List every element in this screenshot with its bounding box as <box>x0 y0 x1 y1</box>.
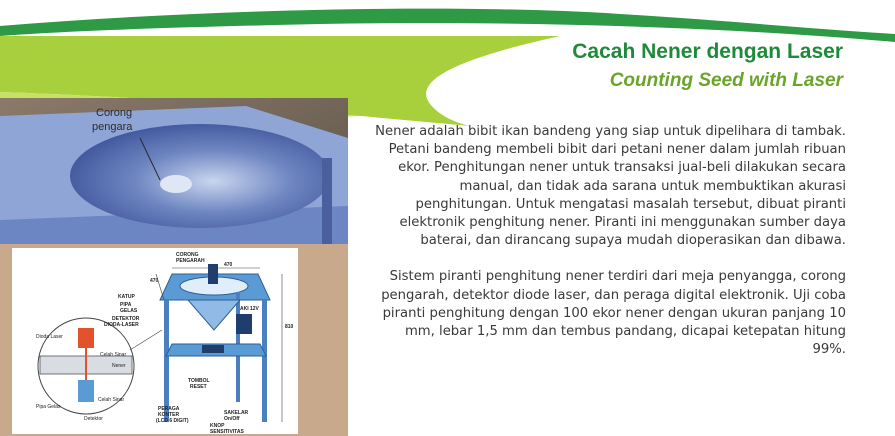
table-leg-right <box>322 158 332 244</box>
funnel-hole <box>160 175 192 193</box>
label-celah-sinar-1: Celah Sinar <box>100 352 127 358</box>
label-aki: AKI 12V <box>240 306 259 312</box>
label-celah-sinar-2: Celah Sinar <box>98 397 125 403</box>
label-peraga-konter: PERAGA KONTER (LCD 6 DIGIT) <box>156 406 189 424</box>
body-text <box>370 123 846 377</box>
label-detektor-2: Detektor <box>84 416 103 422</box>
diagram-battery <box>236 314 252 334</box>
label-nener: Nener <box>112 363 126 369</box>
page-subtitle: Counting Seed with Laser <box>609 70 843 91</box>
funnel-bowl <box>70 124 330 228</box>
label-corong-pengarah: CORONG PENGARAH <box>176 252 205 264</box>
detail-detector <box>78 380 94 402</box>
label-detektor: DETEKTOR DIODA-LASER <box>104 316 140 328</box>
label-dim-right: 810 <box>285 324 294 330</box>
label-dim-left: 470 <box>150 278 159 284</box>
label-katup: KATUP <box>118 294 135 300</box>
diagram-arrow <box>208 264 218 284</box>
label-dioda-laser: Dioda Laser <box>36 334 63 340</box>
page-title: Cacah Nener dengan Laser <box>572 40 843 63</box>
diagram-leg-fl <box>164 300 169 422</box>
detail-laser <box>78 328 94 348</box>
label-tombol-reset: TOMBOL RESET <box>188 378 210 390</box>
label-pipa-gelas: PIPA GELAS <box>120 302 138 314</box>
label-knop: KNOP SENSITIVITAS <box>210 423 244 435</box>
diagram-counter <box>202 345 224 353</box>
label-sakelar: SAKELAR On/Off <box>224 410 249 422</box>
label-dim-top: 470 <box>224 262 233 268</box>
device-diagram <box>0 244 348 436</box>
label-pipa-gelas-2: Pipa Gelas <box>36 404 61 410</box>
funnel-photo <box>0 98 348 244</box>
body-paragraph-1: Nener adalah bibit ikan bandeng yang siap untuk dipelihara di tambak. Petani bandeng membeli bibit dari petani nener dalam jumlah ribuan ekor. Penghitungan nener untuk transaksi jual-beli dilakukan secara manual, dan tidak ada sarana untuk membuktikan akurasi penghitungan. Untuk mengatasi masalah tersebut, dibuat piranti elektronik penghitung nener. Piranti ini menggunakan sumber daya baterai, dan dirancang supaya mudah dioperasikan dan dibawa. <box>375 124 846 249</box>
photo-callout: Corong pengara <box>92 107 133 133</box>
body-paragraph-2: Sistem piranti penghitung nener terdiri dari meja penyangga, corong pengarah, detektor diode laser, dan peraga digital elektronik. Uji coba piranti penghitung dengan 100 ekor nener dengan ukuran panjang 10 mm, lebar 1,5 mm dan tembus pandang, dicapai ketepatan hitung 99%. <box>381 269 846 358</box>
diagram-leg-fr <box>262 300 267 422</box>
